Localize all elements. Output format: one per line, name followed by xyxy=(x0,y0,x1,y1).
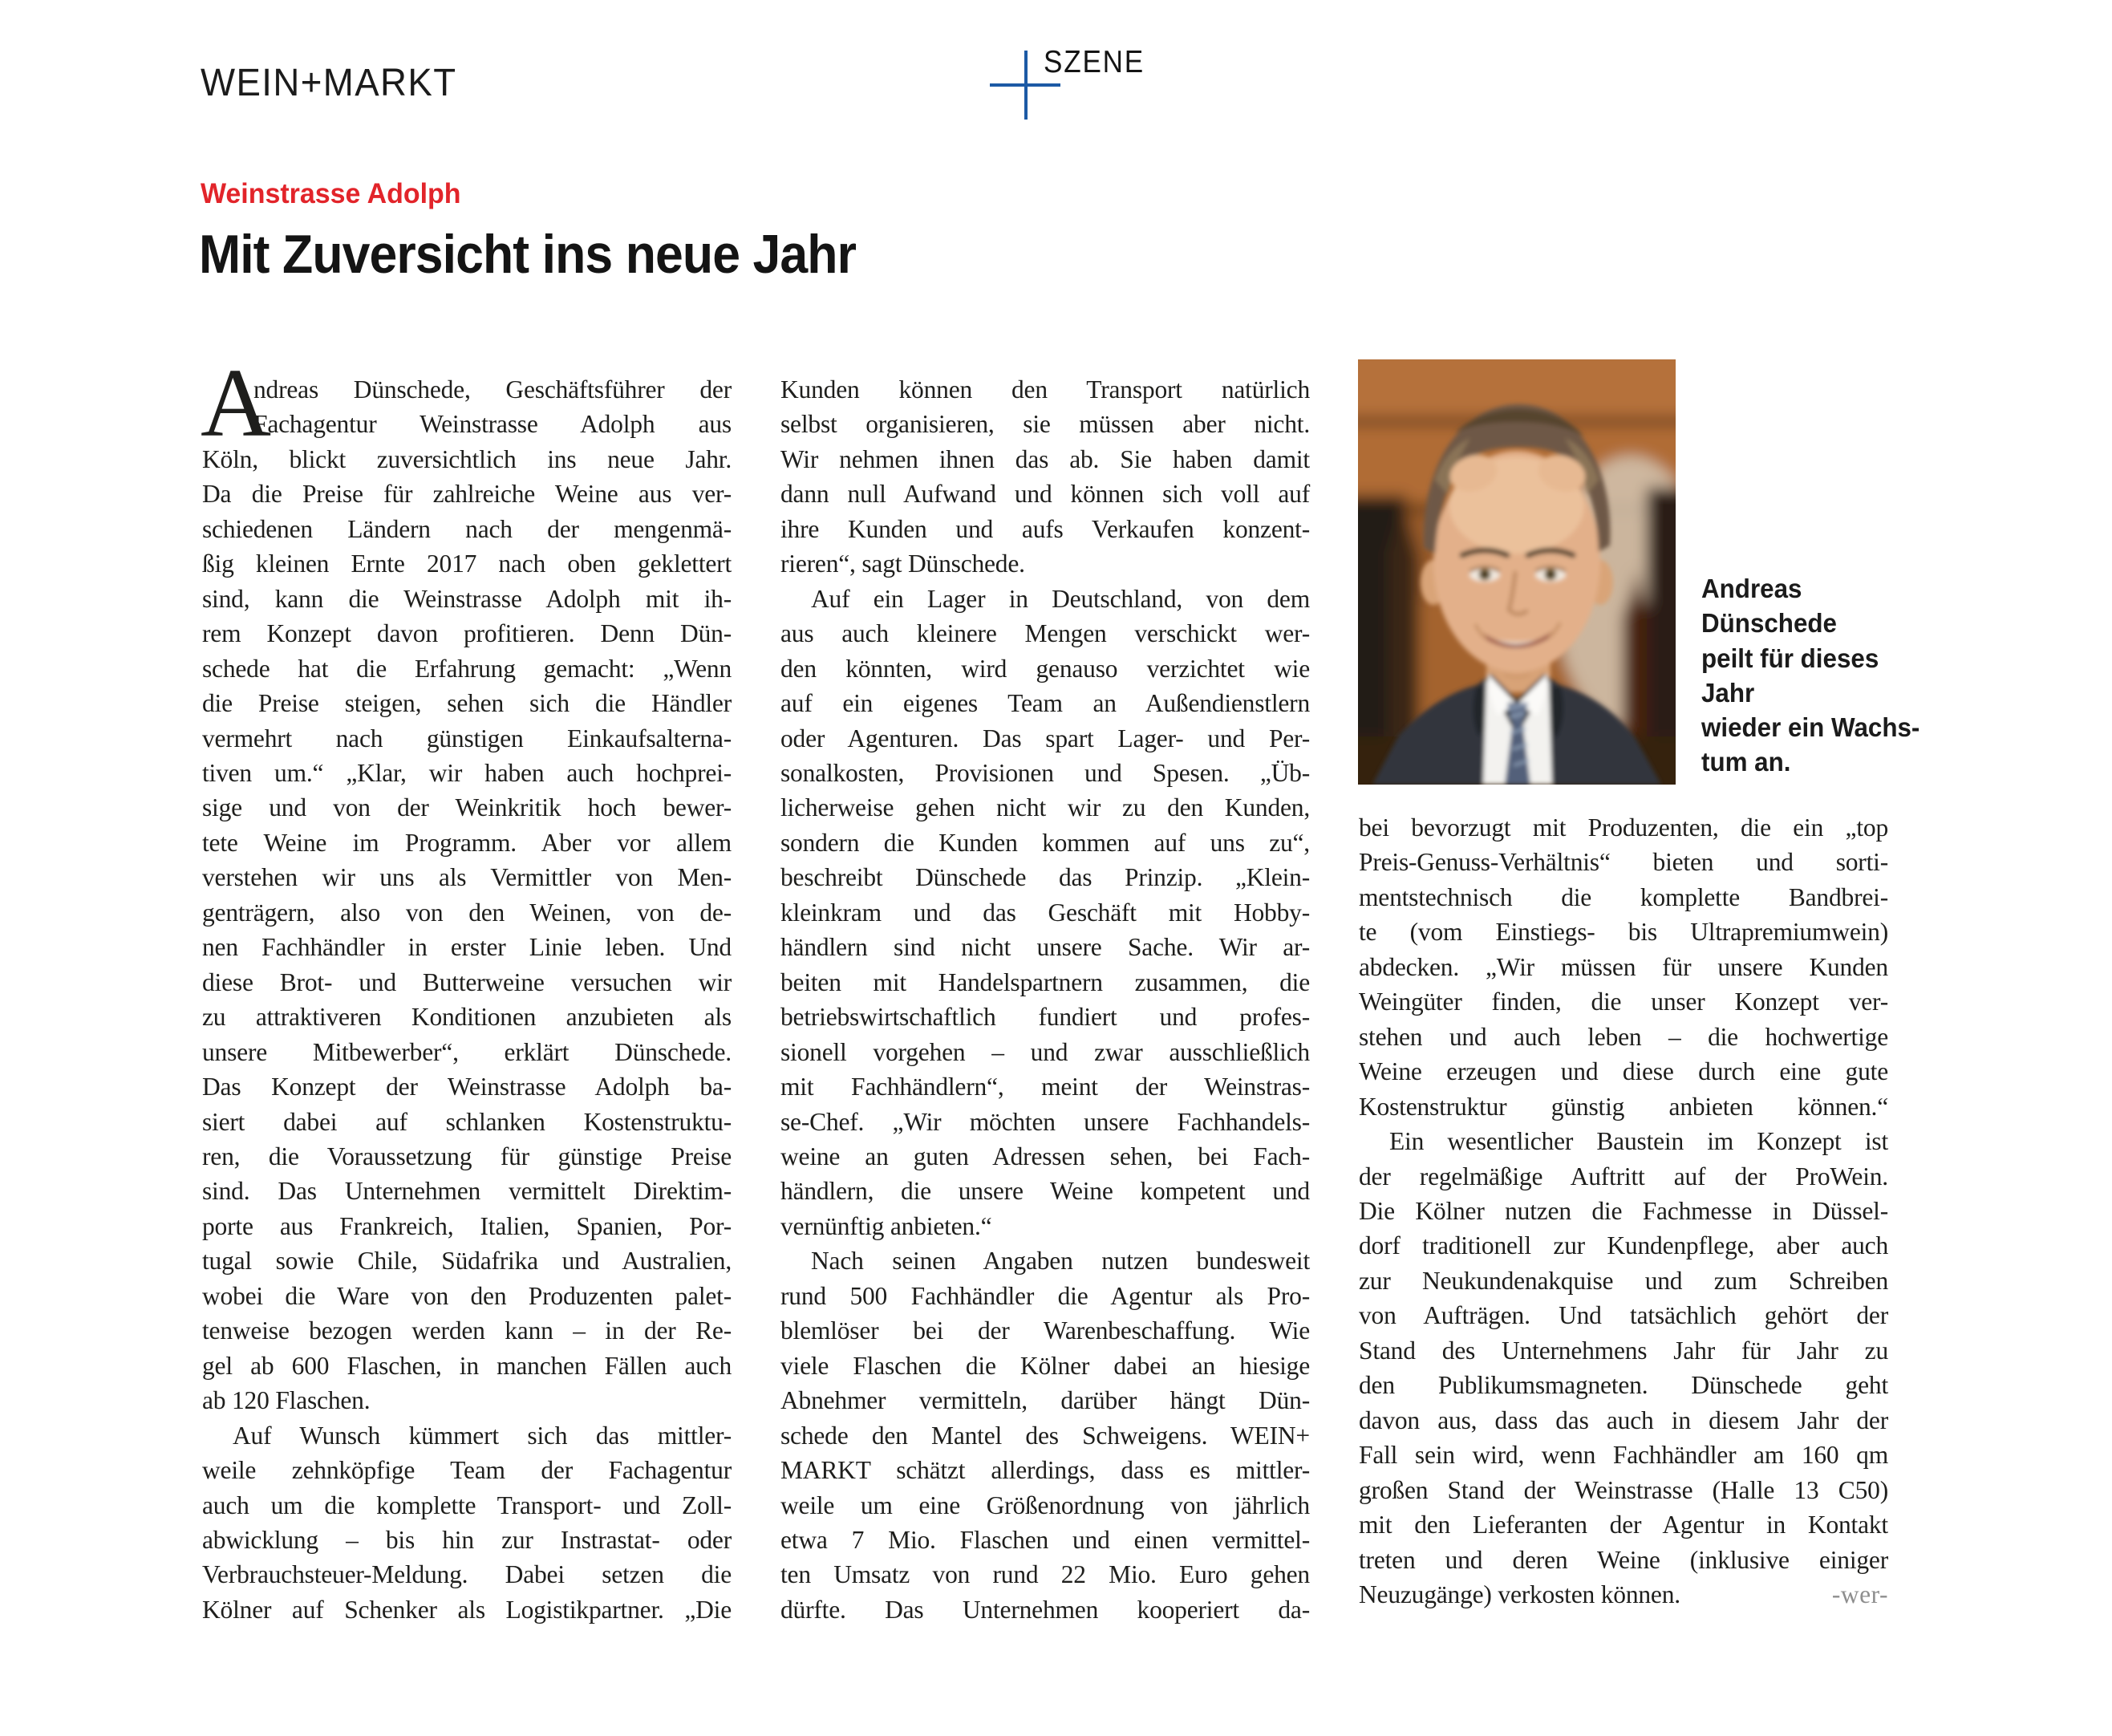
body-line: von Aufträgen. Und tatsächlich gehört der xyxy=(1359,1301,1888,1330)
body-line: schede hat die Erfahrung gemacht: „Wenn xyxy=(202,654,732,683)
body-line: ren, die Voraussetzung für günstige Preise xyxy=(202,1142,732,1170)
author-signature: -wer- xyxy=(1831,1580,1888,1608)
body-line: Auf Wunsch kümmert sich das mittler- xyxy=(233,1421,732,1450)
body-line: aus auch kleinere Mengen verschickt wer- xyxy=(780,619,1310,648)
body-line: rund 500 Fachhändler die Agentur als Pro- xyxy=(780,1281,1310,1310)
body-line: Abnehmer vermitteln, darüber hängt Dün- xyxy=(780,1386,1310,1415)
body-line: den Publikumsmagneten. Dünschede geht xyxy=(1359,1371,1888,1400)
body-line: abdecken. „Wir müssen für unsere Kunden xyxy=(1359,952,1888,981)
magazine-logo: WEIN+MARKT xyxy=(201,62,457,104)
caption-line: wieder ein Wachs- xyxy=(1701,712,1920,743)
body-line: mentstechnisch die komplette Bandbrei- xyxy=(1359,882,1888,911)
body-line: diese Brot- und Butterweine versuchen wir xyxy=(202,967,732,996)
body-line: betriebswirtschaftlich fundiert und profes- xyxy=(780,1003,1310,1032)
body-line: licherweise gehen nicht wir zu den Kunden, xyxy=(780,793,1310,822)
body-line: kleinkram und das Geschäft mit Hobby- xyxy=(780,898,1310,927)
body-line: se-Chef. „Wir möchten unsere Fachhandels- xyxy=(780,1107,1310,1136)
body-line: auf ein eigenes Team an Außendienstlern xyxy=(780,689,1310,718)
body-line: dann null Aufwand und können sich voll auf xyxy=(780,480,1310,509)
body-line: te (vom Einstiegs- bis Ultrapremiumwein) xyxy=(1359,918,1888,947)
body-line: vermehrt nach günstigen Einkaufsalterna- xyxy=(202,724,732,752)
body-line: wobei die Ware von den Produzenten palet- xyxy=(202,1281,732,1310)
body-line: Köln, blickt zuversichtlich ins neue Jahr. xyxy=(202,444,732,473)
portrait-photo-graphic xyxy=(1358,359,1676,785)
body-column-2 xyxy=(780,372,1310,1627)
body-line: ab 120 Flaschen. xyxy=(202,1386,371,1415)
body-line xyxy=(1359,1577,1888,1612)
caption-line: Andreas Dünschede xyxy=(1701,574,1837,639)
body-line: bei bevorzugt mit Produzenten, die ein „top xyxy=(1359,813,1888,842)
body-line: zur Neukundenakquise und zum Schreiben xyxy=(1359,1266,1888,1295)
body-line: rieren“, sagt Dünschede. xyxy=(780,550,1025,578)
body-line: Weine erzeugen und diese durch eine gute xyxy=(1359,1057,1888,1086)
body-line: Kostenstruktur günstig anbieten können.“ xyxy=(1359,1092,1888,1121)
body-line: Auf ein Lager in Deutschland, von dem xyxy=(811,584,1310,613)
body-line: die Preise steigen, sehen sich die Händler xyxy=(202,689,732,718)
body-line: Die Kölner nutzen die Fachmesse in Düssel- xyxy=(1359,1196,1888,1225)
body-line: weile um eine Größenordnung von jährlich xyxy=(780,1491,1310,1519)
body-line: gel ab 600 Flaschen, in manchen Fällen auch xyxy=(202,1351,732,1380)
body-line: nen Fachhändler in erster Linie leben. Und xyxy=(202,933,732,962)
body-line: großen Stand der Weinstrasse (Halle 13 C50) xyxy=(1359,1475,1888,1504)
body-line: sind, kann die Weinstrasse Adolph mit ih- xyxy=(202,584,732,613)
body-line: davon aus, dass das auch in diesem Jahr der xyxy=(1359,1405,1888,1434)
body-line: ihre Kunden und aufs Verkaufen konzent- xyxy=(780,514,1310,543)
body-line: selbst organisieren, sie müssen aber nicht. xyxy=(780,410,1310,439)
body-line: oder Agenturen. Das spart Lager- und Per- xyxy=(780,724,1310,752)
body-line: händlern, die unsere Weine kompetent und xyxy=(780,1177,1310,1206)
body-line: beiten mit Handelspartnern zusammen, die xyxy=(780,967,1310,996)
body-line-text: Neuzugänge) verkosten können. xyxy=(1359,1580,1680,1608)
photo-caption xyxy=(1701,571,1930,780)
body-line: Wir nehmen ihnen das ab. Sie haben damit xyxy=(780,444,1310,473)
body-line: Verbrauchsteuer-Meldung. Dabei setzen die xyxy=(202,1560,732,1589)
body-line: ten Umsatz von rund 22 Mio. Euro gehen xyxy=(780,1560,1310,1589)
body-line: Weingüter finden, die unser Konzept ver- xyxy=(1359,988,1888,1016)
body-line: unsere Mitbewerber“, erklärt Dünschede. xyxy=(202,1037,732,1066)
section-title: SZENE xyxy=(1044,45,1145,79)
body-line: Das Konzept der Weinstrasse Adolph ba- xyxy=(202,1073,732,1101)
body-line: tugal sowie Chile, Südafrika und Australien, xyxy=(202,1247,732,1276)
body-line: MARKT schätzt allerdings, dass es mittler- xyxy=(780,1456,1310,1485)
body-line: verstehen wir uns als Vermittler von Men- xyxy=(202,863,732,892)
caption-line: peilt für dieses Jahr xyxy=(1701,643,1879,708)
body-line: stehen und auch leben – die hochwertige xyxy=(1359,1022,1888,1051)
body-line: Da die Preise für zahlreiche Weine aus ver- xyxy=(202,480,732,509)
body-line: Fall sein wird, wenn Fachhändler am 160 qm xyxy=(1359,1441,1888,1470)
body-line: rem Konzept davon profitieren. Denn Dün- xyxy=(202,619,732,648)
body-line: Preis-Genuss-Verhältnis“ bieten und sorti- xyxy=(1359,848,1888,877)
body-line: den könnten, wird genauso verzichtet wie xyxy=(780,654,1310,683)
body-line: sind. Das Unternehmen vermittelt Direktim- xyxy=(202,1177,732,1206)
body-line: Kunden können den Transport natürlich xyxy=(780,375,1310,404)
body-line: auch um die komplette Transport- und Zoll- xyxy=(202,1491,732,1519)
body-line: mit Fachhändlern“, meint der Weinstras- xyxy=(780,1073,1310,1101)
body-line: viele Flaschen die Kölner dabei an hiesige xyxy=(780,1351,1310,1380)
body-line: weile zehnköpfige Team der Fachagentur xyxy=(202,1456,732,1485)
body-line: genträgern, also von den Weinen, von de- xyxy=(202,898,732,927)
body-line: mit den Lieferanten der Agentur in Kontakt xyxy=(1359,1511,1888,1539)
body-line: Kölner auf Schenker als Logistikpartner. „Die xyxy=(202,1595,732,1624)
body-line: Ein wesentlicher Baustein im Konzept ist xyxy=(1389,1127,1888,1156)
body-line: etwa 7 Mio. Flaschen und einen vermittel- xyxy=(780,1525,1310,1554)
article-kicker: Weinstrasse Adolph xyxy=(201,178,461,209)
body-line: porte aus Frankreich, Italien, Spanien, Por- xyxy=(202,1211,732,1240)
body-line: vernünftig anbieten.“ xyxy=(780,1211,992,1240)
body-line: sondern die Kunden kommen auf uns zu“, xyxy=(780,828,1310,857)
drop-cap: A xyxy=(201,349,272,457)
body-line: tiven um.“ „Klar, wir haben auch hochprei- xyxy=(202,758,732,787)
body-column-1 xyxy=(202,372,732,1627)
body-line: tenweise bezogen werden kann – in der Re- xyxy=(202,1316,732,1345)
body-line: ndreas Dünschede, Geschäftsführer der xyxy=(253,375,732,404)
body-line: beschreibt Dünschede das Prinzip. „Klein- xyxy=(780,863,1310,892)
body-line: schiedenen Ländern nach der mengenmä- xyxy=(202,514,732,543)
article-headline: Mit Zuversicht ins neue Jahr xyxy=(199,224,857,285)
body-line: dürfte. Das Unternehmen kooperiert da- xyxy=(780,1595,1310,1624)
body-line: treten und deren Weine (inklusive einiger xyxy=(1359,1545,1888,1574)
body-line: sionell vorgehen – und zwar ausschließlich xyxy=(780,1037,1310,1066)
body-line: schede den Mantel des Schweigens. WEIN+ xyxy=(780,1421,1310,1450)
body-line: tete Weine im Programm. Aber vor allem xyxy=(202,828,732,857)
portrait-photo xyxy=(1358,359,1676,785)
body-line: ßig kleinen Ernte 2017 nach oben geklettert xyxy=(202,550,732,578)
body-line: zu attraktiveren Konditionen anzubieten als xyxy=(202,1003,732,1032)
body-line: blemlöser bei der Warenbeschaffung. Wie xyxy=(780,1316,1310,1345)
body-line: händlern sind nicht unsere Sache. Wir ar- xyxy=(780,933,1310,962)
body-line: abwicklung – bis hin zur Instrastat- oder xyxy=(202,1525,732,1554)
body-line: sonalkosten, Provisionen und Spesen. „Üb- xyxy=(780,758,1310,787)
body-line: weine an guten Adressen sehen, bei Fach- xyxy=(780,1142,1310,1170)
body-line: der regelmäßige Auftritt auf der ProWein. xyxy=(1359,1162,1888,1190)
body-line: Nach seinen Angaben nutzen bundesweit xyxy=(811,1247,1310,1276)
body-line: Fachagentur Weinstrasse Adolph aus xyxy=(253,410,732,439)
body-line: sige und von der Weinkritik hoch bewer- xyxy=(202,793,732,822)
body-line: siert dabei auf schlanken Kostenstruktu- xyxy=(202,1107,732,1136)
body-line: Stand des Unternehmens Jahr für Jahr zu xyxy=(1359,1336,1888,1365)
caption-line: tum an. xyxy=(1701,747,1791,777)
section-cross-icon-bar xyxy=(990,83,1060,87)
body-line: dorf traditionell zur Kundenpflege, aber auch xyxy=(1359,1231,1888,1260)
body-column-3 xyxy=(1359,810,1888,1612)
